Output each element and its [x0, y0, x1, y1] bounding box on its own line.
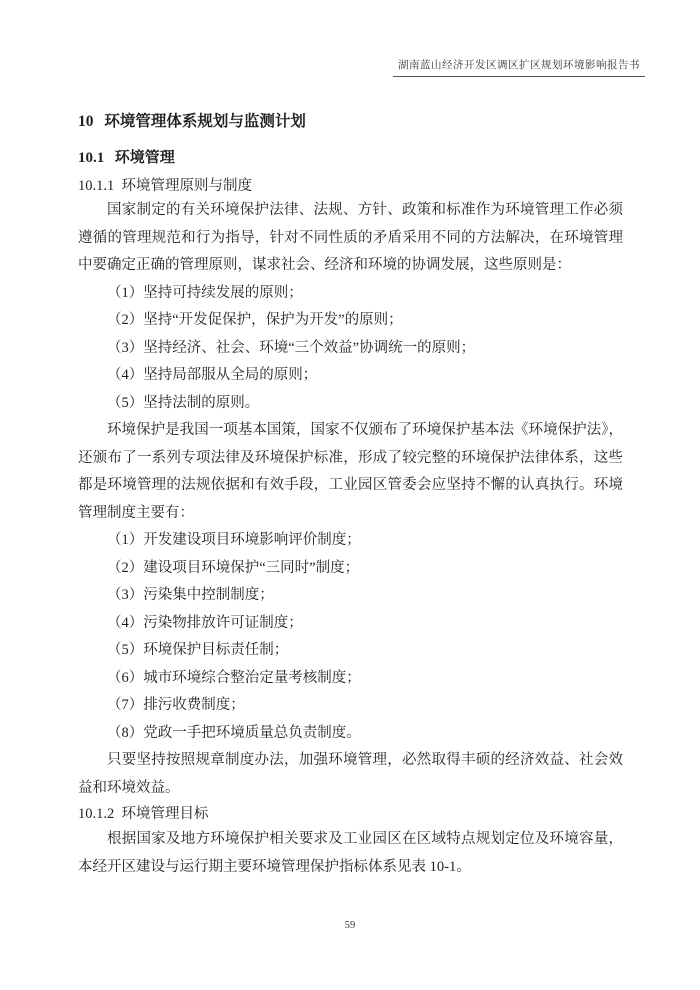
- list-item-principle-2: （2）坚持“开发促保护，保护为开发”的原则；: [107, 312, 403, 328]
- section-number: 10.1: [78, 150, 105, 166]
- list-item-principle-3: （3）坚持经济、社会、环境“三个效益”协调统一的原则；: [107, 339, 476, 356]
- subsection-title: 环境管理原则与制度: [121, 178, 252, 194]
- list-item-principle-1: （1）坚持可持续发展的原则；: [107, 284, 303, 301]
- chapter-number: 10: [78, 113, 94, 130]
- page-footer: [0, 920, 700, 931]
- list-item-principle-4: （4）坚持局部服从全局的原则；: [107, 367, 318, 383]
- subsection-number: 10.1.1: [78, 178, 115, 194]
- subsection-heading-goals: [78, 805, 623, 823]
- paragraph-principles-intro: 国家制定的有关环境保护法律、法规、方针、政策和标准作为环境管理工作必须遵循的管理规范和行为指导，针对不同性质的矛盾采用不同的方法解决，在环境管理中要确定正确的管理原则，谋求社会、经济和环境的协调发展，这些原则是：: [78, 202, 623, 273]
- section-heading: [78, 148, 623, 168]
- list-item-system-4: （4）污染物排放许可证制度；: [107, 614, 303, 631]
- paragraph-goals: 根据国家及地方环境保护相关要求及工业园区在区域特点规划定位及环境容量，本经开区建设与运行期主要环境管理保护指标体系见表 10-1。: [78, 831, 623, 875]
- chapter-heading: [78, 112, 623, 132]
- page-number: 59: [344, 920, 356, 931]
- page-header: [393, 57, 645, 77]
- list-item-system-6: （6）城市环境综合整治定量考核制度；: [107, 669, 361, 686]
- header-title: 湖南蓝山经济开发区调区扩区规划环境影响报告书: [398, 60, 640, 71]
- paragraph-systems-intro: 环境保护是我国一项基本国策，国家不仅颁布了环境保护基本法《环境保护法》，还颁布了一系列专项法律及环境保护标准，形成了较完整的环境保护法律体系，这些都是环境管理的法规依据和有效手段，工业园区管委会应坚持不懈的认真执行。环境管理制度主要有：: [78, 422, 623, 521]
- subsection-heading-principles: [78, 177, 623, 195]
- document-content: [78, 112, 623, 881]
- list-item-system-3: （3）污染集中控制制度；: [107, 587, 274, 603]
- paragraph-conclusion: 只要坚持按照规章制度办法，加强环境管理，必然取得丰硕的经济效益、社会效益和环境效益。: [78, 752, 623, 796]
- list-item-system-8: （8）党政一手把环境质量总负责制度。: [107, 724, 361, 741]
- list-item-system-7: （7）排污收费制度；: [107, 697, 245, 713]
- subsection-number: 10.1.2: [78, 806, 115, 822]
- subsection-title: 环境管理目标: [121, 806, 209, 822]
- list-item-system-1: （1）开发建设项目环境影响评价制度；: [107, 532, 361, 548]
- section-title: 环境管理: [114, 150, 175, 166]
- list-item-principle-5: （5）坚持法制的原则。: [107, 394, 260, 411]
- list-item-system-2: （2）建设项目环境保护“三同时”制度；: [107, 559, 360, 576]
- chapter-title: 环境管理体系规划与监测计划: [104, 113, 306, 130]
- list-item-system-5: （5）环境保护目标责任制；: [107, 642, 289, 658]
